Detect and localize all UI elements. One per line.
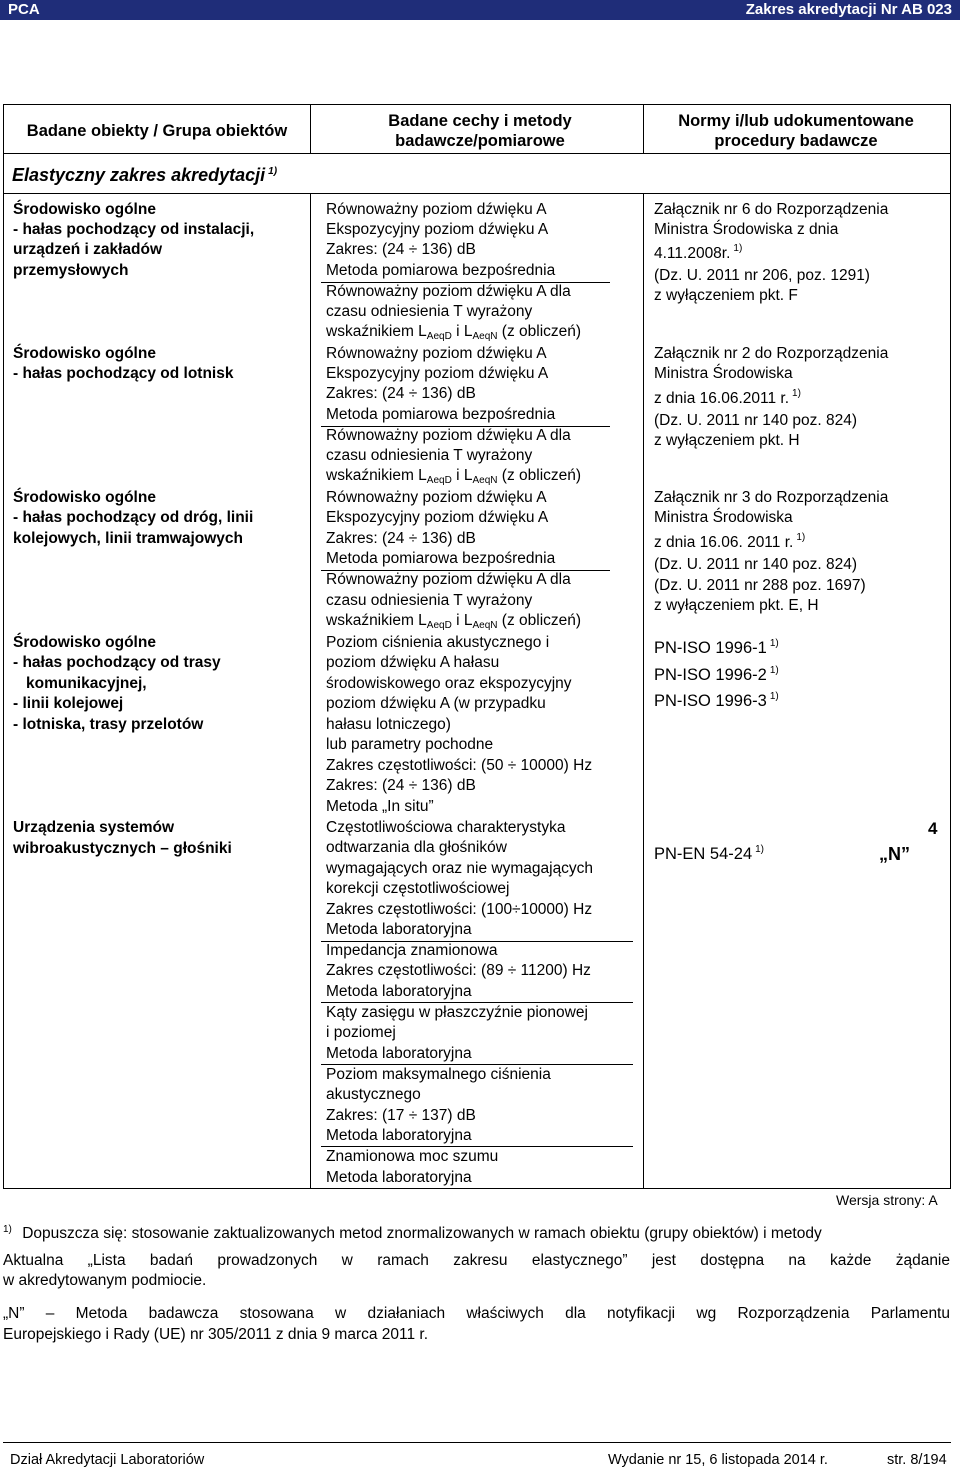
method-3-l5: Równoważny poziom dźwięku A dla: [326, 571, 571, 588]
method-5d-l1: Poziom maksymalnego ciśnienia: [326, 1066, 551, 1083]
object-1-l2: - hałas pochodzący od instalacji,: [13, 221, 255, 238]
page-version: Wersja strony: A: [836, 1192, 938, 1208]
header-col-objects: Badane obiekty / Grupa obiektów: [26, 122, 288, 140]
norm-5-standard: PN-EN 54-24: [654, 845, 753, 863]
table-top-line: [3, 104, 951, 105]
footer-edition: Wydanie nr 15, 6 listopada 2014 r.: [608, 1452, 828, 1468]
footnote-3-line1: „N” – Metoda badawcza stosowana w działaniach właściwych dla notyfikacji wg Rozporządzenia Parlamentu: [3, 1305, 950, 1322]
method-5b-l2: Zakres częstotliwości: (89 ÷ 11200) Hz: [326, 962, 591, 979]
method-5c-l3: Metoda laboratoryjna: [326, 1045, 472, 1062]
norm-4-sup-2: 1): [769, 665, 779, 676]
object-4-l3: komunikacyjnej,: [26, 675, 147, 692]
method-5a-l3: wymagających oraz nie wymagających: [326, 860, 594, 877]
method-4-l8: Zakres: (24 ÷ 136) dB: [326, 777, 476, 794]
method-2-l4: Metoda pomiarowa bezpośrednia: [326, 406, 556, 423]
norm-1-l3: [654, 244, 742, 267]
norm-2-l1: Załącznik nr 2 do Rozporządzenia: [654, 345, 889, 362]
object-1-l4: przemysłowych: [13, 262, 129, 279]
footnote-1-text: Dopuszcza się: stosowanie zaktualizowanych metod znormalizowanych w ramach obiektu (grupy obiektów) i metody: [22, 1225, 822, 1242]
norm-1-sup: 1): [733, 243, 743, 254]
method-3-l2: Ekspozycyjny poziom dźwięku A: [326, 509, 549, 526]
method-3-l1: Równoważny poziom dźwięku A: [326, 489, 547, 506]
norm-4-iso-2: PN-ISO 1996-2: [654, 666, 767, 684]
col-divider-2b: [643, 193, 644, 1189]
method-5b-l1: Impedancja znamionowa: [326, 942, 498, 959]
object-3-l2: - hałas pochodzący od dróg, linii: [13, 509, 254, 526]
method-4-l4: poziom dźwięku A (w przypadku: [326, 695, 546, 712]
section-title: [12, 164, 277, 190]
method-3-w-sub1: AeqD: [426, 620, 452, 631]
method-4-l6: lub parametry pochodne: [326, 736, 494, 753]
method-3-l7: [326, 611, 581, 634]
col-divider-1b: [310, 193, 311, 1189]
footnote-3-line2: Europejskiego i Rady (UE) nr 305/2011 z dnia 9 marca 2011 r.: [3, 1326, 429, 1343]
norm-5-l1: [654, 844, 764, 868]
method-5a-l6: Metoda laboratoryjna: [326, 921, 472, 938]
method-2-l3: Zakres: (24 ÷ 136) dB: [326, 385, 476, 402]
col-divider-2: [643, 104, 644, 154]
norm-4-iso-1: PN-ISO 1996-1: [654, 639, 767, 657]
document-header: [0, 0, 960, 20]
norm-4-iso-3: PN-ISO 1996-3: [654, 692, 767, 710]
footnote-1: [3, 1223, 951, 1246]
method-3-l3: Zakres: (24 ÷ 136) dB: [326, 530, 476, 547]
method-1-l5: Równoważny poziom dźwięku A dla: [326, 283, 571, 300]
method-5a-l5: Zakres częstotliwości: (100÷10000) Hz: [326, 901, 593, 918]
method-1-l1: Równoważny poziom dźwięku A: [326, 201, 547, 218]
norm-1-l1: Załącznik nr 6 do Rozporządzenia: [654, 201, 889, 218]
method-2-l5: Równoważny poziom dźwięku A dla: [326, 427, 571, 444]
norm-2-l2: Ministra Środowiska: [654, 365, 793, 382]
col-divider-1: [310, 104, 311, 154]
norm-1-l4: (Dz. U. 2011 nr 206, poz. 1291): [654, 267, 870, 284]
method-5e-l2: Metoda laboratoryjna: [326, 1169, 472, 1186]
method-5c-l2: i poziomej: [326, 1024, 396, 1041]
method-2-l1: Równoważny poziom dźwięku A: [326, 345, 547, 362]
norm-3-l2: Ministra Środowiska: [654, 509, 793, 526]
norm-5-sup: 1): [755, 844, 765, 855]
method-3-l6: czasu odniesienia T wyrażony: [326, 592, 533, 609]
norm-4-l1: [654, 638, 779, 662]
method-5a-l1: Częstotliwościowa charakterystyka: [326, 819, 566, 836]
method-5a-l4: korekcji częstotliwościowej: [326, 880, 510, 897]
method-3-w-post: (z obliczeń): [497, 612, 582, 629]
object-4-l2: - hałas pochodzący od trasy: [13, 654, 221, 671]
method-1-l3: Zakres: (24 ÷ 136) dB: [326, 241, 476, 258]
footer-left: Dział Akredytacji Laboratoriów: [10, 1452, 205, 1468]
header-left: PCA: [8, 1, 40, 18]
object-2-l1: Środowisko ogólne: [13, 345, 156, 362]
method-2-w-sub2: AeqN: [472, 475, 498, 486]
method-3-w-pre: wskaźnikiem L: [326, 612, 427, 629]
header-col-norms: Normy i/lub udokumentowane procedury badawcze: [678, 112, 914, 150]
norm-3-l6: z wyłączeniem pkt. E, H: [654, 597, 819, 614]
object-2-l2: - hałas pochodzący od lotnisk: [13, 365, 234, 382]
norm-4-sup-1: 1): [769, 638, 779, 649]
section-line: [3, 193, 951, 194]
norm-3-l4: (Dz. U. 2011 nr 140 poz. 824): [654, 556, 858, 573]
method-4-l5: hałasu lotniczego): [326, 716, 451, 733]
object-3-l3: kolejowych, linii tramwajowych: [13, 530, 243, 547]
norm-2-l4: (Dz. U. 2011 nr 140 poz. 824): [654, 412, 858, 429]
method-2-w-mid: i L: [451, 467, 473, 484]
section-title-text: Elastyczny zakres akredytacji: [12, 165, 266, 185]
method-1-w-sub1: AeqD: [426, 331, 452, 342]
norm-2-l3: [654, 389, 801, 412]
method-4-l3: środowiskowego oraz ekspozycyjny: [326, 675, 572, 692]
footnote-1-sup: 1): [3, 1224, 12, 1235]
method-5a-l2: odtwarzania dla głośników: [326, 839, 507, 856]
footnote-2-line1: Aktualna „Lista badań prowadzonych w ramach zakresu elastycznego” jest dostępna na każde żądanie: [3, 1252, 950, 1269]
object-5-l1: Urządzenia systemów: [13, 819, 175, 836]
norm-4-l2: [654, 665, 779, 689]
norm-4-l3: [654, 691, 779, 715]
method-4-l9: Metoda „In situ”: [326, 798, 434, 815]
method-1-l7: [326, 322, 581, 345]
method-1-w-post: (z obliczeń): [497, 323, 582, 340]
method-2-l6: czasu odniesienia T wyrażony: [326, 447, 533, 464]
table-left-line: [3, 104, 4, 1189]
method-3-l4: Metoda pomiarowa bezpośrednia: [326, 550, 556, 567]
method-2-w-post: (z obliczeń): [497, 467, 582, 484]
method-1-w-sub2: AeqN: [472, 331, 498, 342]
norm-3-l5: (Dz. U. 2011 nr 288 poz. 1697): [654, 577, 866, 594]
footnote-2-line2: w akredytowanym podmiocie.: [3, 1272, 207, 1289]
norm-1-date: 4.11.2008r.: [654, 245, 731, 262]
norm-3-l1: Załącznik nr 3 do Rozporządzenia: [654, 489, 889, 506]
norm-5-flag: „N”: [879, 844, 910, 864]
norm-1-l2: Ministra Środowiska z dnia: [654, 221, 839, 238]
method-5e-l1: Znamionowa moc szumu: [326, 1148, 499, 1165]
norm-3-sup: 1): [796, 532, 806, 543]
table-right-line: [950, 104, 951, 1189]
header-right: Zakres akredytacji Nr AB 023: [745, 1, 952, 18]
method-4-l2: poziom dźwięku A hałasu: [326, 654, 500, 671]
norm-3-l3: [654, 533, 805, 556]
method-1-l4: Metoda pomiarowa bezpośrednia: [326, 262, 556, 279]
table-bottom-line: [3, 1188, 951, 1189]
object-4-l5: - lotniska, trasy przelotów: [13, 716, 204, 733]
norm-5-number: 4: [928, 819, 938, 838]
norm-1-l5: z wyłączeniem pkt. F: [654, 287, 798, 304]
method-3-w-sub2: AeqN: [472, 620, 498, 631]
method-5d-l4: Metoda laboratoryjna: [326, 1127, 472, 1144]
method-3-w-mid: i L: [451, 612, 473, 629]
footer-line: [3, 1442, 951, 1443]
object-5-l2: wibroakustycznych – głośniki: [13, 840, 232, 857]
norm-2-sup: 1): [792, 388, 801, 399]
object-4-l1: Środowisko ogólne: [13, 634, 156, 651]
method-5d-l2: akustycznego: [326, 1086, 421, 1103]
method-2-w-sub1: AeqD: [426, 475, 452, 486]
object-1-l3: urządzeń i zakładów: [13, 241, 163, 258]
object-1-l1: Środowisko ogólne: [13, 201, 156, 218]
section-title-sup: 1): [268, 166, 278, 177]
object-4-l4: - linii kolejowej: [13, 695, 124, 712]
table-header-line: [3, 153, 951, 154]
method-2-l2: Ekspozycyjny poziom dźwięku A: [326, 365, 549, 382]
norm-2-l5: z wyłączeniem pkt. H: [654, 432, 800, 449]
method-4-l7: Zakres częstotliwości: (50 ÷ 10000) Hz: [326, 757, 593, 774]
method-5c-l1: Kąty zasięgu w płaszczyźnie pionowej: [326, 1004, 588, 1021]
footer-page: str. 8/194: [887, 1452, 947, 1468]
norm-3-date: z dnia 16.06. 2011 r.: [654, 534, 794, 551]
norm-2-date: z dnia 16.06.2011 r.: [654, 390, 790, 407]
header-col-methods: Badane cechy i metody badawcze/pomiarowe: [388, 112, 572, 150]
norm-4-sup-3: 1): [769, 691, 779, 702]
method-2-l7: [326, 466, 581, 489]
method-2-w-pre: wskaźnikiem L: [326, 467, 427, 484]
method-1-l6: czasu odniesienia T wyrażony: [326, 303, 533, 320]
method-4-l1: Poziom ciśnienia akustycznego i: [326, 634, 550, 651]
object-3-l1: Środowisko ogólne: [13, 489, 156, 506]
method-1-w-pre: wskaźnikiem L: [326, 323, 427, 340]
method-1-l2: Ekspozycyjny poziom dźwięku A: [326, 221, 549, 238]
method-5d-l3: Zakres: (17 ÷ 137) dB: [326, 1107, 476, 1124]
method-5b-l3: Metoda laboratoryjna: [326, 983, 472, 1000]
method-1-w-mid: i L: [451, 323, 473, 340]
